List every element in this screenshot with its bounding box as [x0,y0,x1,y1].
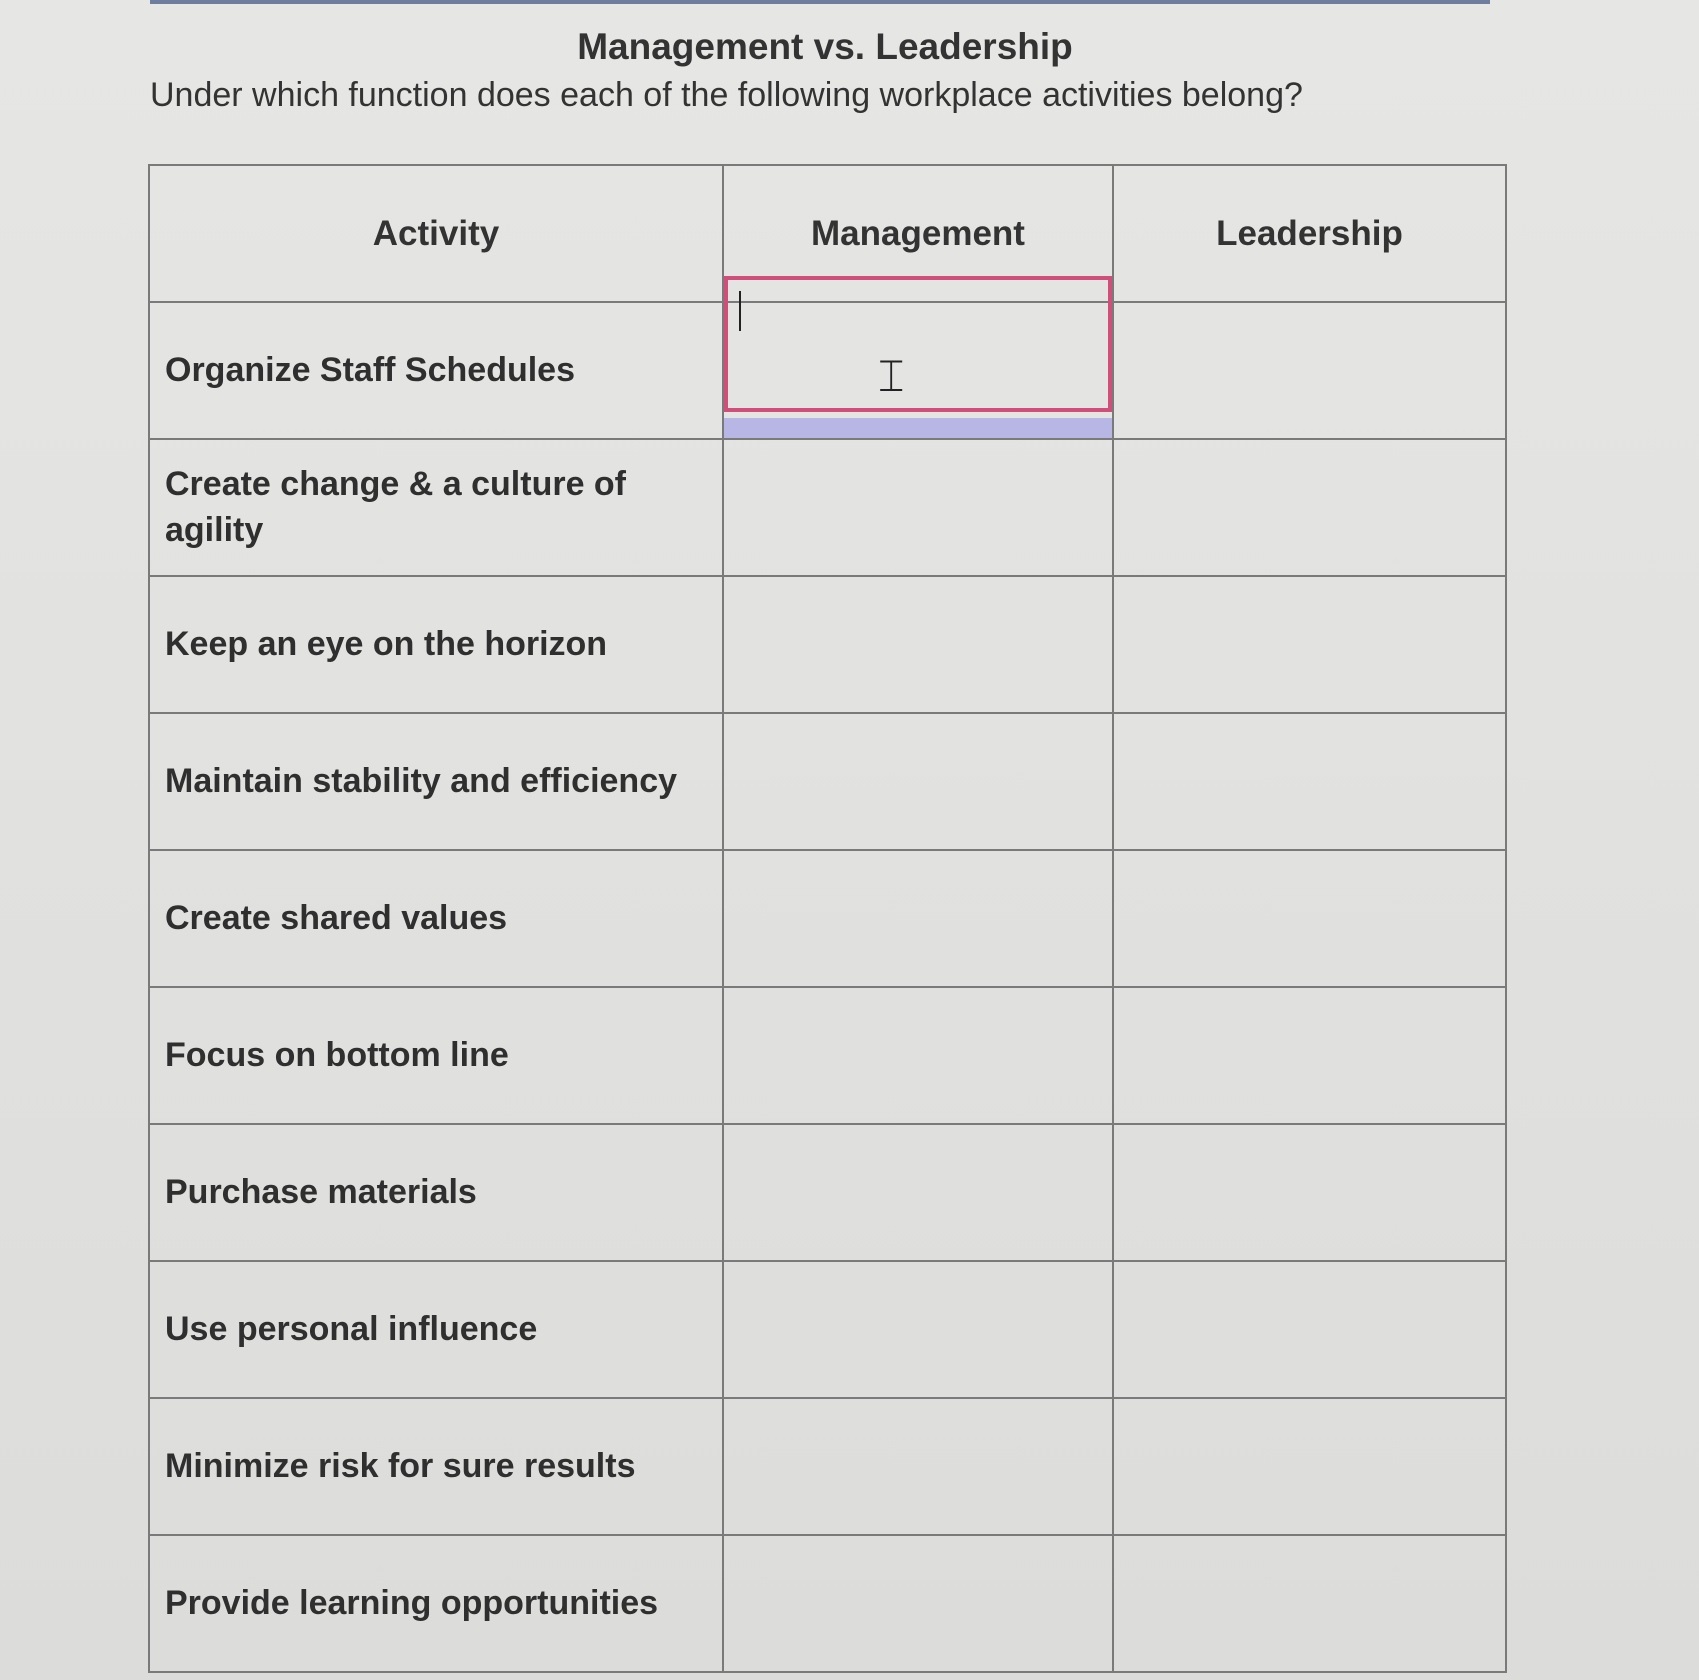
active-cell-outline [724,276,1112,412]
activity-cell: Create change & a culture of agility [149,439,723,576]
management-cell[interactable] [723,576,1113,713]
text-caret [739,291,741,331]
activity-cell: Purchase materials [149,1124,723,1261]
activity-cell: Organize Staff Schedules [149,302,723,439]
activity-cell: Provide learning opportunities [149,1535,723,1672]
table-row [149,850,1506,987]
management-cell[interactable] [723,1535,1113,1672]
management-cell[interactable] [723,987,1113,1124]
management-cell[interactable] [723,713,1113,850]
text-ibeam-cursor-icon: ⌶ [878,351,905,402]
leadership-cell[interactable] [1113,576,1506,713]
table-row [149,713,1506,850]
leadership-cell[interactable] [1113,1398,1506,1535]
leadership-cell[interactable] [1113,850,1506,987]
table-row [149,302,1506,439]
activity-cell: Keep an eye on the horizon [149,576,723,713]
page-title: Management vs. Leadership [577,26,1073,67]
management-cell[interactable] [723,1398,1113,1535]
activity-cell: Minimize risk for sure results [149,1398,723,1535]
table-row [149,1261,1506,1398]
activity-cell: Create shared values [149,850,723,987]
leadership-cell[interactable] [1113,302,1506,439]
table-row [149,439,1506,576]
classification-table [148,164,1507,1673]
header-activity: Activity [149,165,723,302]
management-cell[interactable] [723,1261,1113,1398]
top-divider [150,0,1490,4]
activity-cell: Maintain stability and efficiency [149,713,723,850]
active-row-highlight [724,418,1112,438]
management-cell[interactable] [723,1124,1113,1261]
table-row [149,987,1506,1124]
table-row [149,1398,1506,1535]
header-leadership: Leadership [1113,165,1506,302]
leadership-cell[interactable] [1113,1261,1506,1398]
question-text: Under which function does each of the following workplace activities belong? [150,76,1303,114]
activity-cell: Focus on bottom line [149,987,723,1124]
table-row [149,576,1506,713]
management-cell[interactable] [723,439,1113,576]
management-cell[interactable] [723,850,1113,987]
leadership-cell[interactable] [1113,1124,1506,1261]
activity-cell: Use personal influence [149,1261,723,1398]
leadership-cell[interactable] [1113,439,1506,576]
leadership-cell[interactable] [1113,987,1506,1124]
table-row [149,1535,1506,1672]
leadership-cell[interactable] [1113,1535,1506,1672]
table-row [149,1124,1506,1261]
leadership-cell[interactable] [1113,713,1506,850]
header-management: Management [723,165,1113,302]
management-cell-active[interactable] [723,302,1113,439]
